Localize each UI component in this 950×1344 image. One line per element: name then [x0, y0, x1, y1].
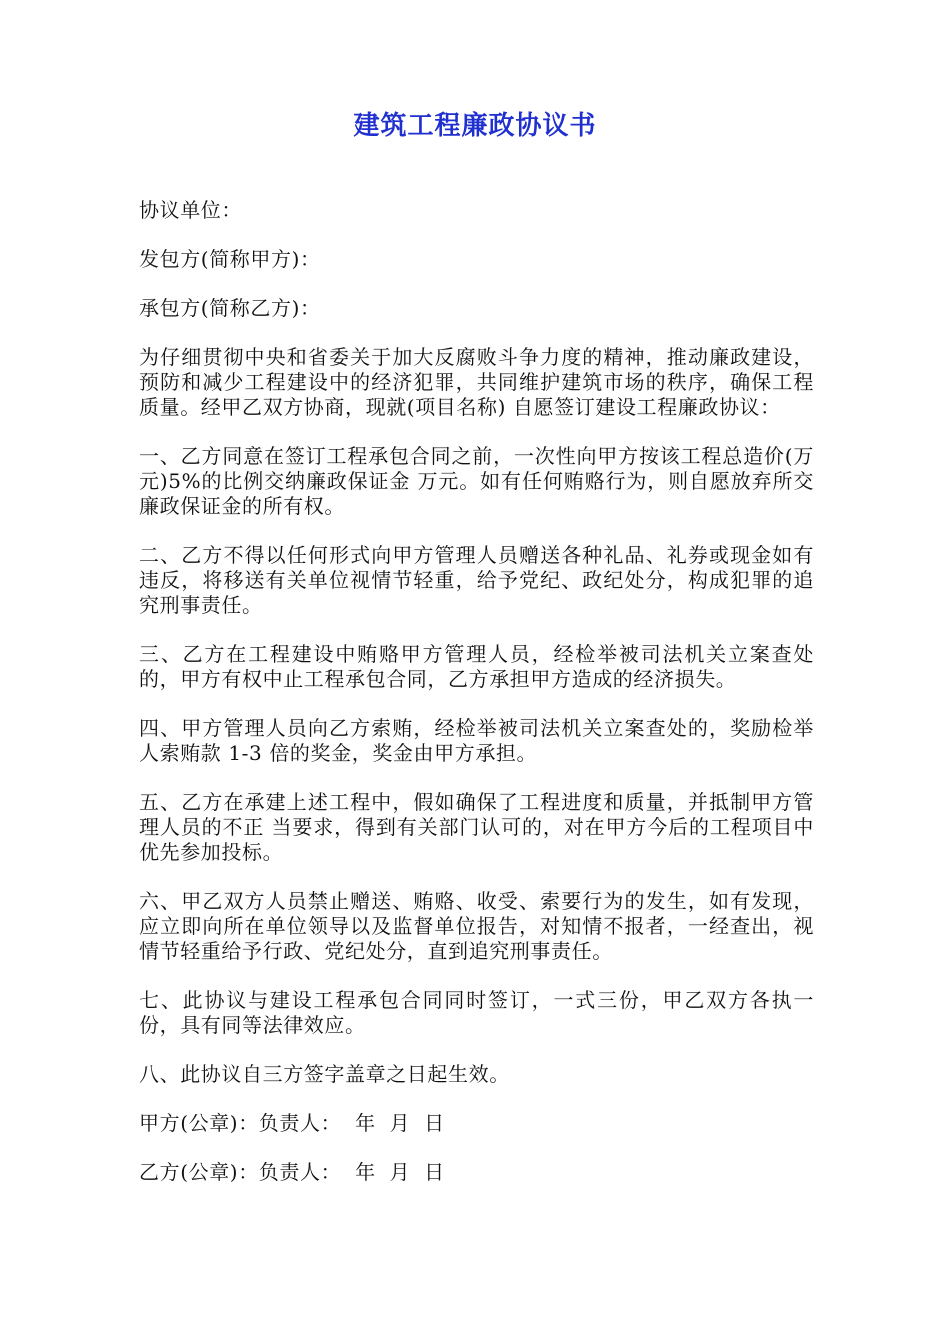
clause-8: 八、此协议自三方签字盖章之日起生效。: [139, 1062, 510, 1086]
signature-line-party-b: 乙方(公章)：负责人： 年 月 日: [139, 1160, 445, 1184]
clause-7: 七、此协议与建设工程承包合同同时签订，一式三份，甲乙双方各执一份，具有同等法律效应。: [139, 988, 814, 1037]
clause-2: 二、乙方不得以任何形式向甲方管理人员赠送各种礼品、礼券或现金如有违反，将移送有关单位视情节轻重，给予党纪、政纪处分，构成犯罪的追究刑事责任。: [139, 543, 814, 617]
signature-line-party-a: 甲方(公章)：负责人： 年 月 日: [139, 1111, 445, 1135]
label-party-b: 承包方(简称乙方)：: [139, 296, 321, 320]
document-title: 建筑工程廉政协议书: [353, 111, 597, 141]
clause-3: 三、乙方在工程建设中贿赂甲方管理人员，经检举被司法机关立案查处的，甲方有权中止工程承包合同，乙方承担甲方造成的经济损失。: [139, 642, 814, 691]
label-parties: 协议单位：: [139, 198, 242, 222]
clause-6: 六、甲乙双方人员禁止赠送、贿赂、收受、索要行为的发生，如有发现，应立即向所在单位领导以及监督单位报告，对知情不报者，一经查出，视情节轻重给予行政、党纪处分，直到追究刑事责任。: [139, 889, 814, 963]
label-party-a: 发包方(简称甲方)：: [139, 247, 321, 271]
document-body: [139, 198, 814, 1209]
clause-5: 五、乙方在承建上述工程中，假如确保了工程进度和质量，并抵制甲方管理人员的不正 当要求，得到有关部门认可的，对在甲方今后的工程项目中优先参加投标。: [139, 790, 814, 864]
clause-1: 一、乙方同意在签订工程承包合同之前，一次性向甲方按该工程总造价(万元)5%的比例交纳廉政保证金 万元。如有任何贿赂行为，则自愿放弃所交廉政保证金的所有权。: [139, 444, 814, 518]
preamble-paragraph: 为仔细贯彻中央和省委关于加大反腐败斗争力度的精神，推动廉政建设，预防和减少工程建设中的经济犯罪，共同维护建筑市场的秩序，确保工程质量。经甲乙双方协商，现就(项目名称) 自愿签订建设工程廉政协议：: [139, 345, 814, 419]
clause-4: 四、甲方管理人员向乙方索贿，经检举被司法机关立案查处的，奖励检举人索贿款 1-3 倍的奖金，奖金由甲方承担。: [139, 716, 814, 765]
